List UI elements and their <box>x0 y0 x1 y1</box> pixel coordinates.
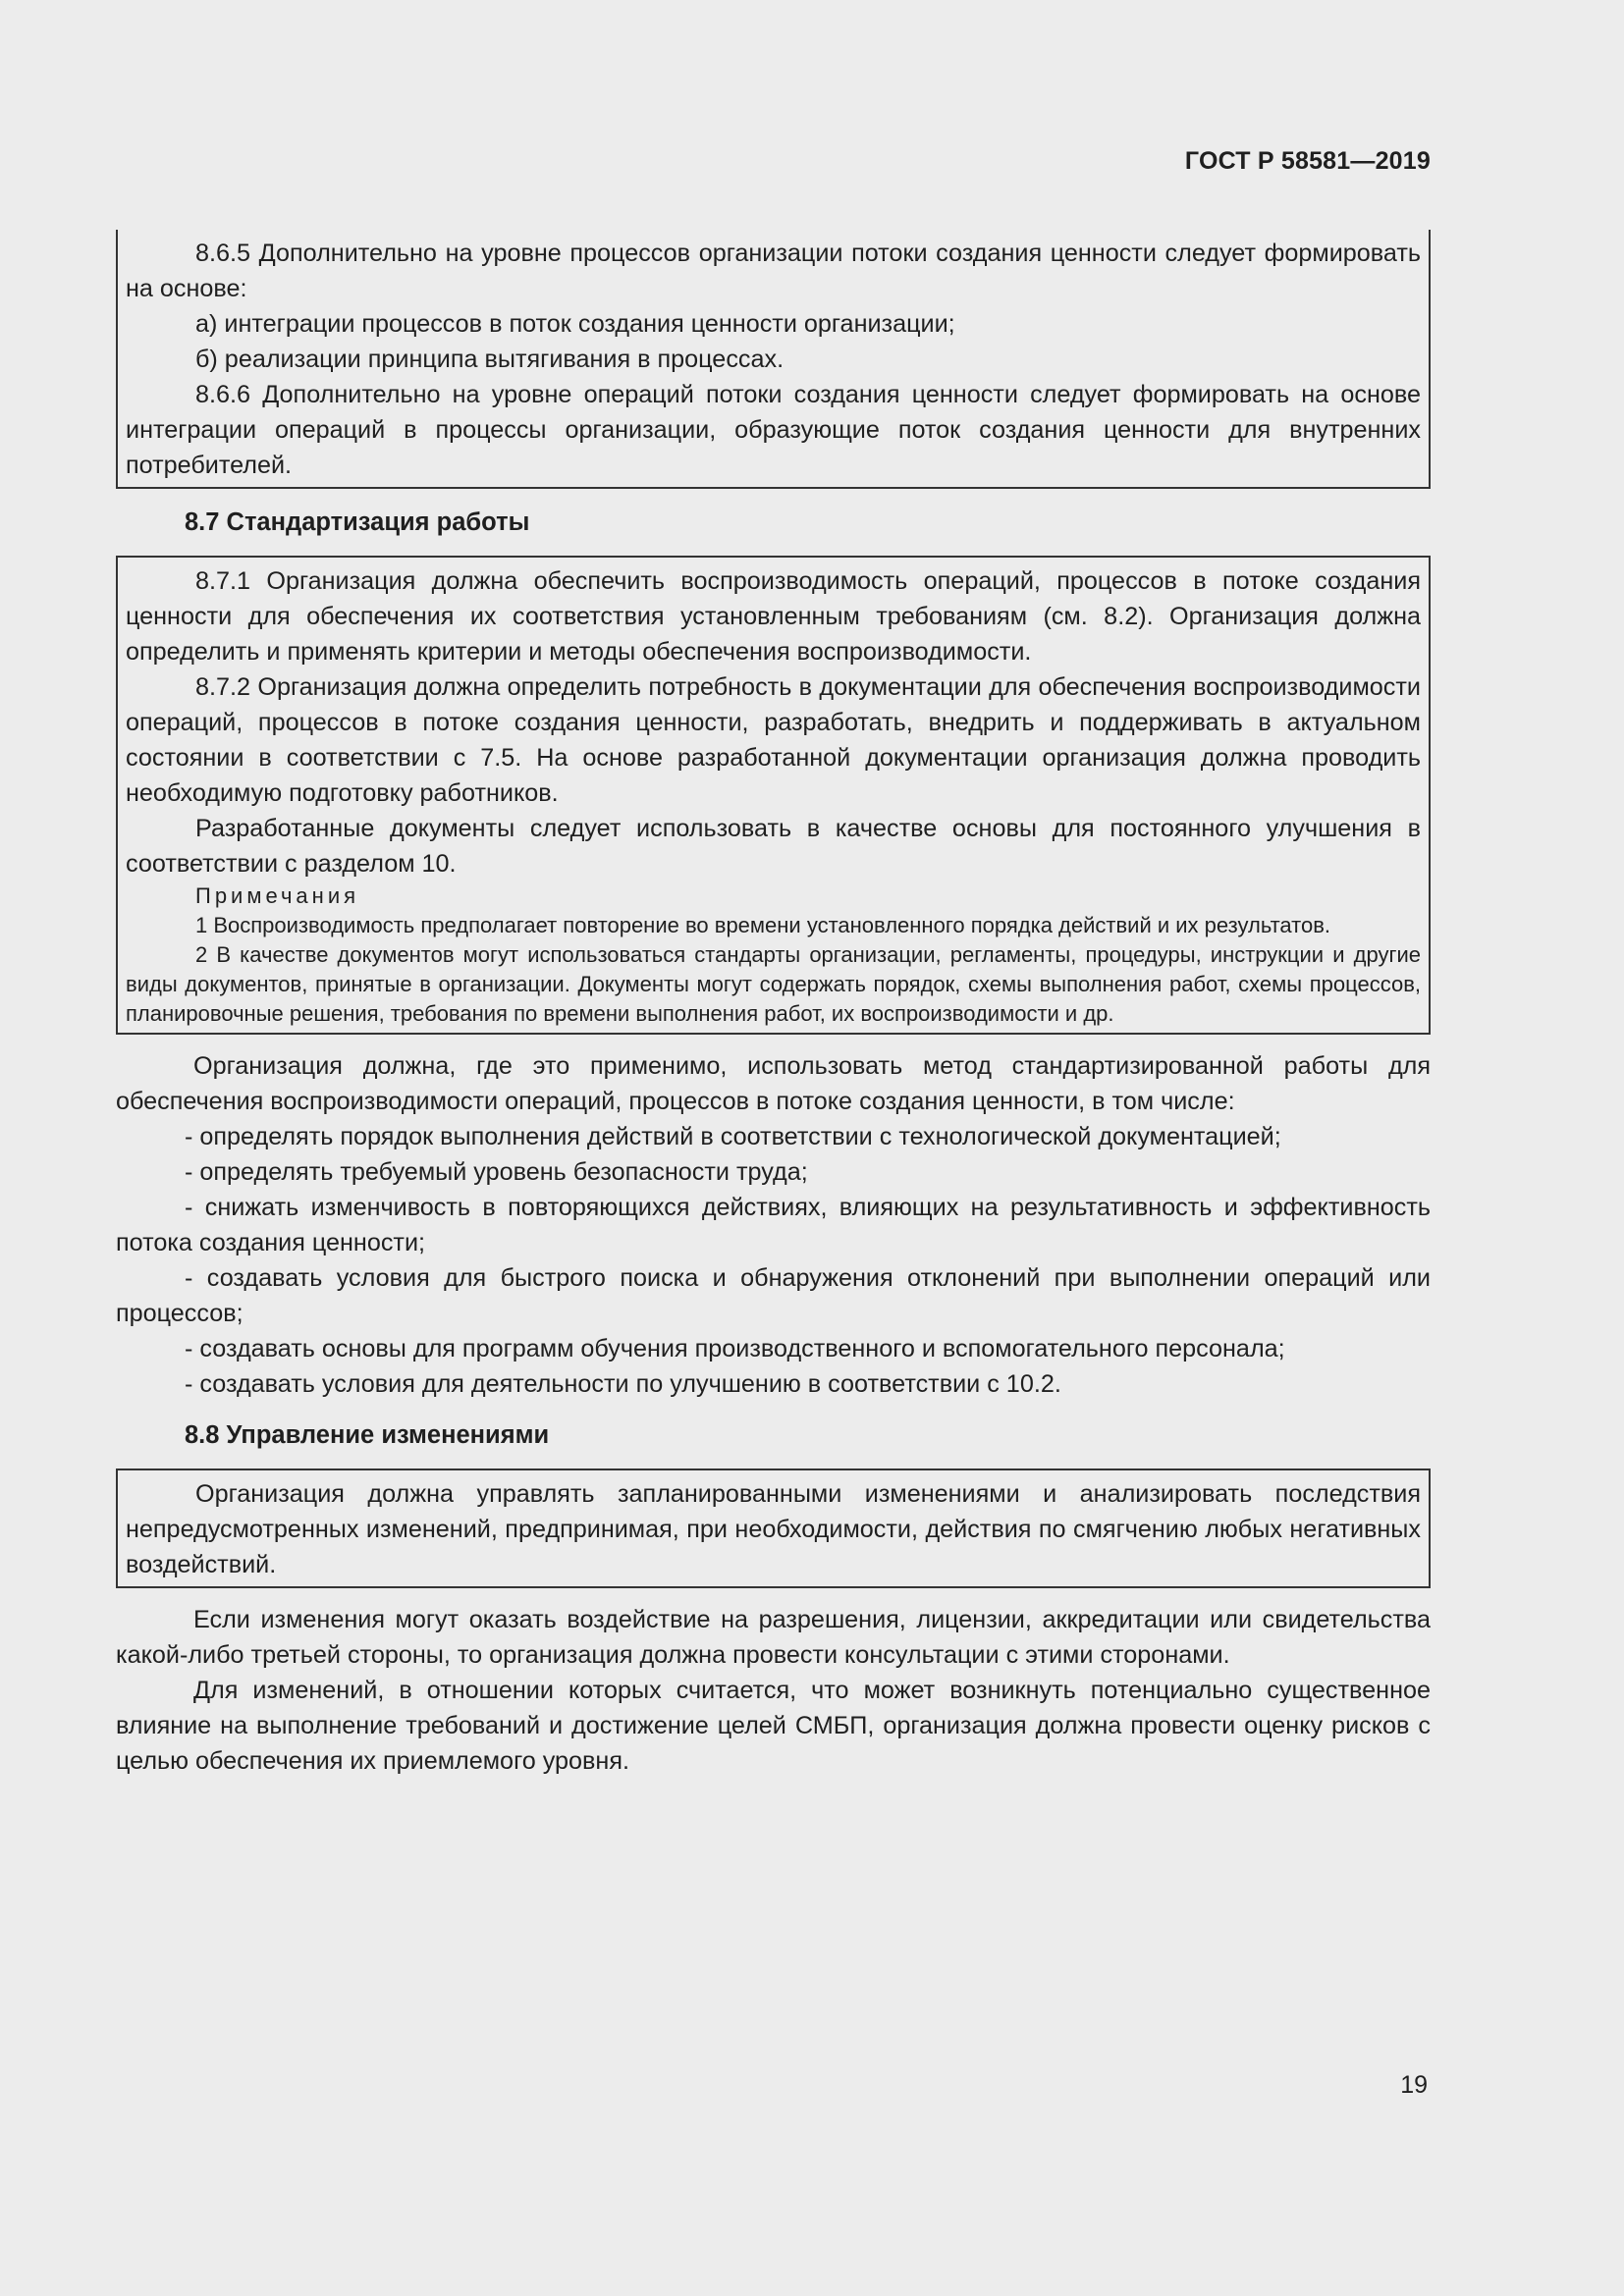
boxed-text-8-8 <box>116 1468 1431 1588</box>
page-number: 19 <box>1400 2071 1428 2099</box>
paragraph-risk-assessment: Для изменений, в отношении которых считается, что может возникнуть потенциально существенное влияние на выполнение требований и достижение целей СМБП, организация должна провести оценку рисков с целью обеспечения их приемлемого уровня. <box>116 1677 1431 1775</box>
dash-item-1: - определять порядок выполнения действий в соответствии с технологической документацией; <box>185 1123 1281 1150</box>
paragraph-8-7-2: 8.7.2 Организация должна определить потребность в документации для обеспечения воспроизводимости операций, процессов в потоке создания ценности, разработать, внедрить и поддерживать в актуальном состоянии в соответствии с 7.5. На основе разработанной документации организация должна проводить необходимую подготовку работников. <box>126 673 1421 807</box>
paragraph-8-7-1: 8.7.1 Организация должна обеспечить воспроизводимость операций, процессов в потоке создания ценности для обеспечения их соответствия установленным требованиям (см. 8.2). Организация должна определить и применять критерии и методы обеспечения воспроизводимости. <box>126 567 1421 666</box>
page-content <box>116 230 1431 1779</box>
list-item-a: а) интеграции процессов в поток создания ценности организации; <box>195 310 955 338</box>
dash-item-3: - снижать изменчивость в повторяющихся действиях, влияющих на результативность и эффективность потока создания ценности; <box>116 1194 1431 1256</box>
section-heading-8-8: 8.8 Управление изменениями <box>185 1421 550 1449</box>
paragraph-8-6-5: 8.6.5 Дополнительно на уровне процессов организации потоки создания ценности следует формировать на основе: <box>126 240 1421 302</box>
list-item-b: б) реализации принципа вытягивания в процессах. <box>195 346 785 373</box>
note-2: 2 В качестве документов могут использоваться стандарты организации, регламенты, процедуры, инструкции и другие виды документов, принятые в организации. Документы могут содержать порядок, схемы выполнения работ, схемы процессов, планировочные решения, требования по времени выполнения работ, их воспроизводимости и др. <box>126 942 1421 1026</box>
paragraph-documents: Разработанные документы следует использовать в качестве основы для постоянного улучшения в соответствии с разделом 10. <box>126 815 1421 878</box>
dash-item-2: - определять требуемый уровень безопасности труда; <box>185 1158 808 1186</box>
section-8-8-text <box>116 1602 1431 1779</box>
boxed-text-8-7 <box>116 556 1431 1035</box>
note-1: 1 Воспроизводимость предполагает повторение во времени установленного порядка действий и их результатов. <box>195 913 1331 937</box>
dash-item-6: - создавать условия для деятельности по улучшению в соответствии с 10.2. <box>185 1370 1061 1398</box>
dash-item-4: - создавать условия для быстрого поиска и обнаружения отклонений при выполнении операций или процессов; <box>116 1264 1431 1327</box>
section-8-7-text <box>116 1048 1431 1402</box>
paragraph-change-management: Организация должна управлять запланированными изменениями и анализировать последствия непредусмотренных изменений, предпринимая, при необходимости, действия по смягчению любых негативных воздействий. <box>126 1480 1421 1578</box>
document-id: ГОСТ Р 58581—2019 <box>1184 147 1431 175</box>
notes-title: Примечания <box>195 883 360 908</box>
paragraph-third-party: Если изменения могут оказать воздействие на разрешения, лицензии, аккредитации или свидетельства какой-либо третьей стороны, то организация должна провести консультации с этими сторонами. <box>116 1606 1431 1669</box>
paragraph-standardized-work: Организация должна, где это применимо, использовать метод стандартизированной работы для обеспечения воспроизводимости операций, процессов в потоке создания ценности, в том числе: <box>116 1052 1431 1115</box>
section-heading-8-7: 8.7 Стандартизация работы <box>185 508 530 536</box>
boxed-text-8-6 <box>116 230 1431 489</box>
dash-item-5: - создавать основы для программ обучения производственного и вспомогательного персонала; <box>185 1335 1285 1362</box>
paragraph-8-6-6: 8.6.6 Дополнительно на уровне операций потоки создания ценности следует формировать на основе интеграции операций в процессы организации, образующие поток создания ценности для внутренних потребителей. <box>126 381 1421 479</box>
